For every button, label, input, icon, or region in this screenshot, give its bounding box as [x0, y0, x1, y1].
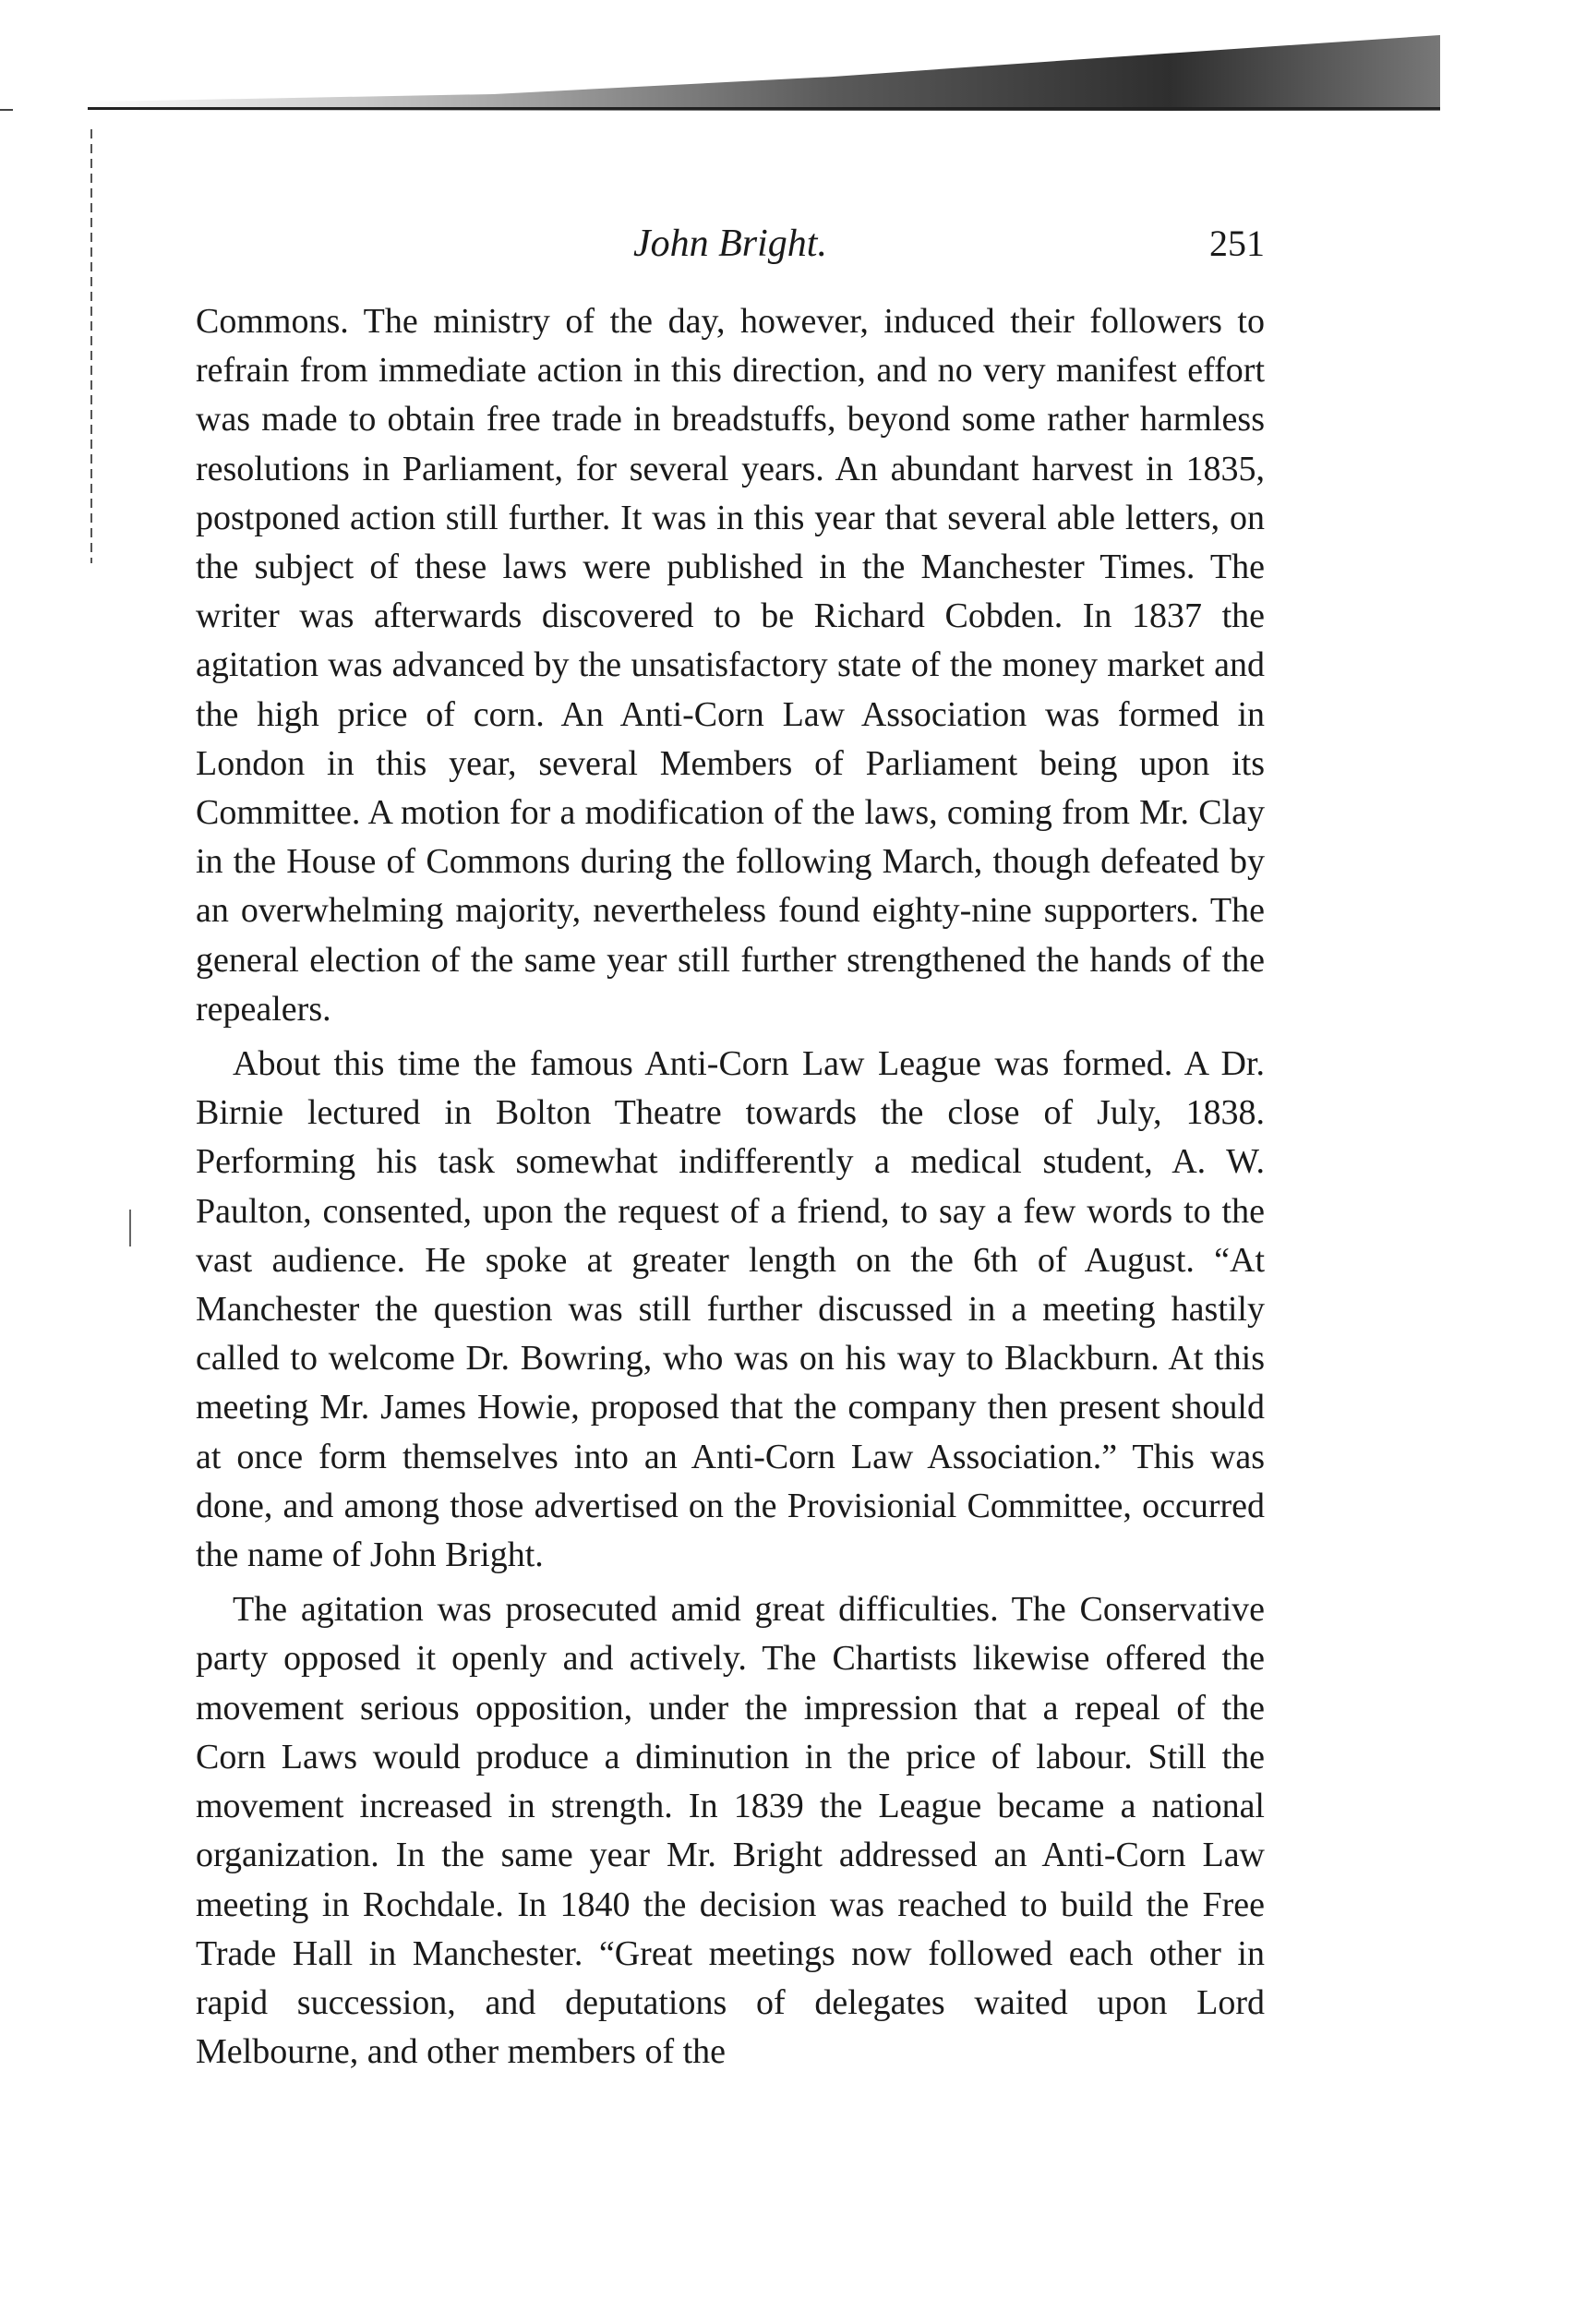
body-text	[196, 297, 1265, 2082]
page-number: 251	[1209, 223, 1265, 264]
top-rule	[88, 107, 1440, 110]
scan-top-shadow	[88, 35, 1440, 111]
page-header	[196, 222, 1265, 277]
running-head: John Bright.	[633, 223, 827, 265]
paragraph: The agitation was prosecuted amid great difficulties. The Conservative party opposed it openly and actively. The Chartists likewise offered the movement serious opposition, under the impression that a repeal of the Corn Laws would produce a diminution in the price of labour. Still the movement increased in strength. In 1839 the League became a national organization. In the same year Mr. Bright addressed an Anti-Corn Law meeting in Rochdale. In 1840 the decision was reached to build the Free Trade Hall in Manchester. “Great meetings now followed each other in rapid succession, and deputations of delegates waited upon Lord Melbourne, and other members of the	[196, 1590, 1265, 2072]
margin-line	[90, 129, 92, 563]
margin-tick	[129, 1210, 131, 1246]
paragraph: Commons. The ministry of the day, however, induced their followers to refrain from immediate action in this direction, and no very manifest effort was made to obtain free trade in breadstuffs, beyond some rather harmless resolutions in Parliament, for several years. An abundant harvest in 1835, postponed action still further. It was in this year that several able letters, on the subject of these laws were published in the Manchester Times. The writer was afterwards discovered to be Richard Cobden. In 1837 the agitation was advanced by the unsatisfactory state of the money market and the high price of corn. An Anti-Corn Law Association was formed in London in this year, several Members of Parliament being upon its Committee. A motion for a modification of the laws, coming from Mr. Clay in the House of Commons during the following March, though defeated by an overwhelming majority, nevertheless found eighty-nine supporters. The general election of the same year still further strengthened the hands of the repealers.	[196, 302, 1265, 1029]
paragraph: About this time the famous Anti-Corn Law League was formed. A Dr. Birnie lectured in Bolton Theatre towards the close of July, 1838. Performing his task somewhat indifferently a medical student, A. W. Paulton, consented, upon the request of a friend, to say a few words to the vast audience. He spoke at greater length on the 6th of August. “At Manchester the question was still further discussed in a meeting hastily called to welcome Dr. Bowring, who was on his way to Blackburn. At this meeting Mr. James Howie, proposed that the company then present should at once form themselves into an Anti-Corn Law Association.” This was done, and among those advertised on the Provisionial Committee, occurred the name of John Bright.	[196, 1044, 1265, 1575]
left-edge-mark	[0, 109, 13, 111]
